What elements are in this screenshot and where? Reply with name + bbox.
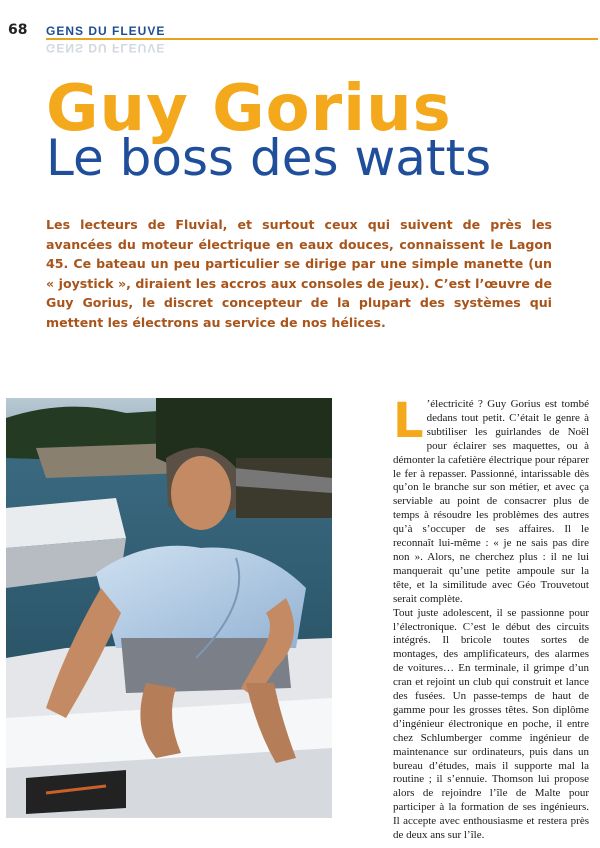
section-title-reflection: GENS DU FLEUVE <box>46 41 166 55</box>
article-paragraph: Tout juste adolescent, il se passionne pour l’électronique. C’est le début des circuits intégrés. Il bricole toutes sortes de montages, des amplificateurs, des alarmes de voitures… En terminale, il grimpe d’un cran et rejoint un club qui construit et lance des fusées. Un passe-temps de haut de gamme pour les grosses têtes. Son diplôme d’ingénieur électronique en poche, il entre chez Schlumberger comme ingénieur de maintenance sur ordinateurs, puis dans un bureau d’études, mais il supporte mal la routine ; il s’ennuie. Thomson lui propose alors de rejoindre l’île de Malte pour participer à la formation de ses ingénieurs. Il accepte avec enthousiasme et restera près de deux ans sur l’île. <box>393 606 589 842</box>
article-paragraph <box>393 393 589 607</box>
article-lead: Les lecteurs de Fluvial, et surtout ceux qui suivent de près les avancées du moteur électrique en eaux douces, connaissent le Lagon 45. Ce bateau un peu particulier se dirige par une simple manette (un « joystick », diraient les accros aux consoles de jeux). C’est l’œuvre de Guy Gorius, le discret concepteur de la plupart des systèmes qui mettent les électrons au service de nos hélices. <box>46 217 552 330</box>
article-photo <box>6 398 332 818</box>
section-title: GENS DU FLEUVE <box>46 24 166 38</box>
article-subtitle: Le boss des watts <box>46 129 492 187</box>
paragraph-text: ’électricité ? Guy Gorius est tombé dedans tout petit. C’était le genre à subtiliser les guirlandes de Noël pour éclairer ses maquettes, ou à démonter la cafetière électrique pour réparer le fer à repasser. Passionné, intarissable dès qu’on le branche sur son métier, et avec ça serviable au point de consacrer plus de temps à résoudre les problèmes des autres qu’à s’occuper de ses affaires. Il le reconnaît lui-même : « je ne sais pas dire non ». Alors, ne cherchez plus : il ne lui manquerait qu’une petite ampoule sur la tête, et la similitude avec Géo Trouvetout serait complète. <box>393 398 589 605</box>
dropcap: L <box>393 393 424 449</box>
page-header <box>8 20 598 60</box>
article-body <box>393 393 589 843</box>
page-number: 68 <box>8 22 28 38</box>
article-title: Guy Gorius <box>46 72 452 146</box>
header-rule <box>46 38 598 40</box>
